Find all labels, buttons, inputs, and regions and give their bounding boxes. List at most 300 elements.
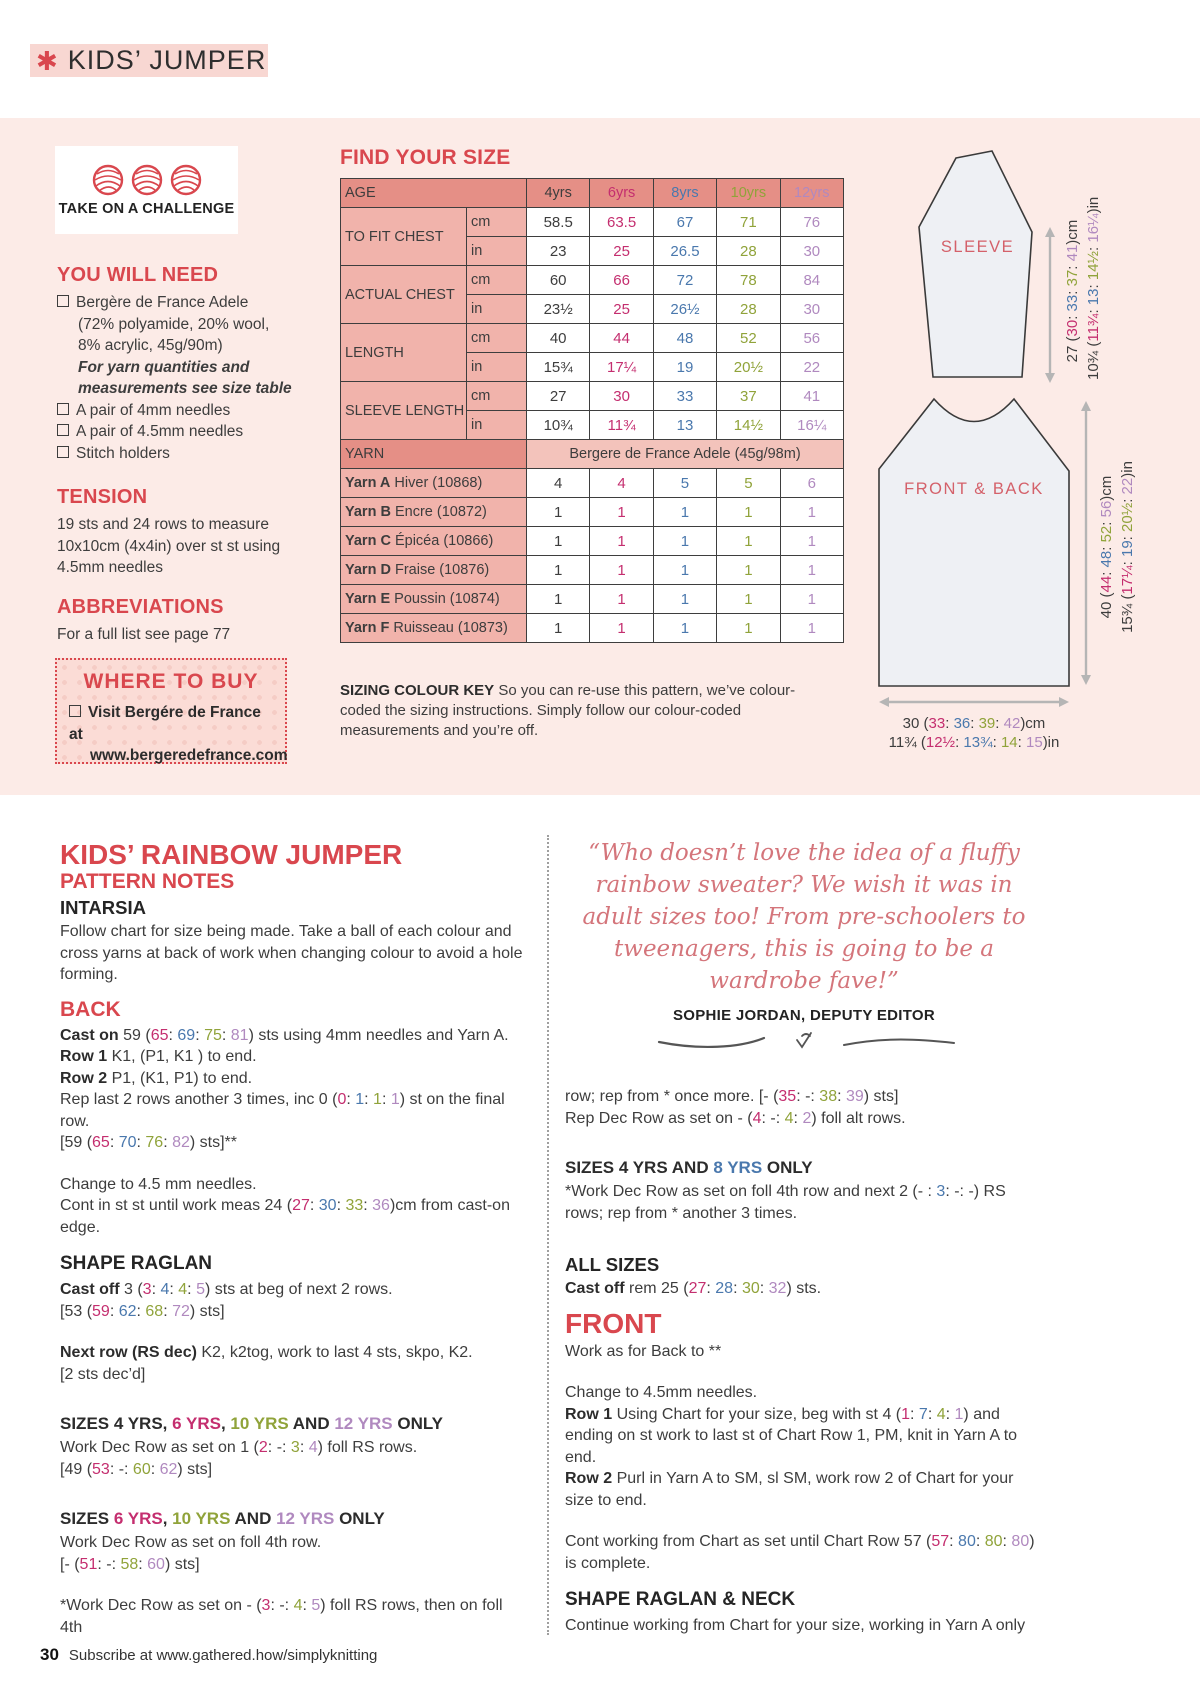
text-segment: For yarn quantities and	[78, 358, 250, 376]
text-segment: 2	[802, 1109, 812, 1127]
text-segment: Work Dec Row as set on foll 4th row.	[60, 1534, 322, 1551]
text-segment: SIZES 4 YRS,	[60, 1414, 173, 1433]
pattern-line	[565, 1531, 1043, 1574]
text-segment: 39	[845, 1088, 864, 1105]
unit-cell: in	[467, 353, 527, 382]
value-cell: 23½	[527, 295, 590, 324]
text-segment: 3	[142, 1281, 152, 1298]
yarn-qty-cell: 1	[717, 498, 780, 527]
table-row	[341, 208, 844, 237]
text-segment: :	[975, 1533, 985, 1550]
text-segment: K1, (P1, K1 ) to end.	[111, 1048, 257, 1065]
text-segment: [- (	[60, 1555, 80, 1573]
yarn-header-row	[341, 440, 844, 469]
text-segment: 33	[928, 715, 946, 732]
pattern-right-column	[565, 837, 1043, 1637]
text-segment: ) foll RS rows, then on foll 4th	[60, 1597, 503, 1636]
text-segment: Work as for Back to **	[565, 1342, 722, 1360]
text-segment: :	[945, 1405, 955, 1423]
yarn-header: YARN	[341, 440, 527, 469]
size-column-header: 10yrs	[717, 179, 780, 208]
text-segment: )cm from cast-on edge.	[60, 1197, 510, 1236]
text-segment: :	[1098, 517, 1115, 526]
pattern-line	[565, 1278, 1043, 1300]
value-cell: 72	[653, 266, 716, 295]
text-segment: ) and ending on st work to last st of Chart Row 1, PM, knit in Yarn A to end.	[565, 1405, 1018, 1466]
text-segment: 3	[936, 1183, 946, 1200]
value-cell: 63.5	[590, 208, 653, 237]
tension-text	[57, 514, 307, 579]
abbreviations-text	[57, 624, 307, 646]
unit-cell: in	[467, 237, 527, 266]
front-heading	[565, 1308, 1043, 1339]
text-segment: 59	[92, 1302, 110, 1320]
text-segment: :	[793, 1109, 803, 1127]
text-segment: Cont in st st until work meas 24 (	[60, 1197, 293, 1214]
yarn-qty-cell: 1	[717, 585, 780, 614]
text-segment: 62	[159, 1460, 178, 1478]
text-segment: :	[1119, 494, 1136, 503]
text-segment: :	[970, 715, 979, 732]
value-cell: 17¼	[590, 353, 653, 382]
text-segment: Row 2	[565, 1470, 617, 1487]
sleeve-length-arrow-icon	[1042, 226, 1058, 384]
text-segment: : -:	[109, 1460, 133, 1478]
text-segment: :	[759, 1280, 769, 1297]
text-segment: AND	[230, 1509, 277, 1528]
text-segment: )cm	[1098, 475, 1115, 501]
text-segment: ONLY	[334, 1509, 385, 1528]
yarn-qty-cell: 1	[780, 556, 843, 585]
text-segment: : -:	[796, 1088, 820, 1105]
squiggle-icon	[639, 1026, 969, 1056]
text-segment: ) sts]	[164, 1555, 200, 1573]
pattern-line	[60, 1364, 528, 1386]
text-segment: 38	[819, 1088, 838, 1105]
text-segment: : -:	[761, 1109, 785, 1127]
text-segment: Cast off	[60, 1281, 124, 1298]
page-footer	[40, 1645, 377, 1665]
pattern-line	[57, 400, 302, 422]
text-segment: 65	[150, 1026, 169, 1044]
sizing-colour-key	[340, 681, 818, 741]
pattern-line	[565, 1615, 1043, 1637]
text-segment: 70	[118, 1134, 137, 1151]
text-segment: ) is complete.	[565, 1533, 1035, 1572]
text-segment: measurements see size table	[78, 380, 292, 397]
pattern-line	[60, 1459, 528, 1481]
text-segment: 10 YRS	[172, 1509, 231, 1528]
text-segment: ALL SIZES	[565, 1254, 660, 1275]
text-segment: :	[995, 715, 1004, 732]
pattern-line	[60, 1068, 528, 1090]
text-segment: :	[1085, 242, 1102, 251]
text-segment: For a full list see page 77	[57, 626, 231, 643]
text-segment: Work Dec Row as set on 1 (	[60, 1439, 259, 1456]
text-segment: 75	[204, 1026, 222, 1044]
pattern-line	[60, 1046, 528, 1068]
text-segment: Visit Bergére de France at	[69, 704, 261, 743]
body-measurement	[1096, 416, 1138, 678]
pattern-line	[60, 1508, 528, 1529]
text-segment: 4	[160, 1281, 170, 1298]
text-segment: 12 YRS	[276, 1509, 335, 1528]
age-header: AGE	[341, 179, 527, 208]
text-segment: 1	[355, 1091, 365, 1108]
spacer	[60, 1575, 528, 1595]
text-segment: ,	[220, 1414, 231, 1433]
text-segment: SIZES	[60, 1509, 114, 1528]
front-back-schematic	[878, 396, 1070, 688]
text-segment: :	[346, 1091, 356, 1108]
text-segment: 28	[715, 1280, 734, 1297]
yarn-qty-cell: 1	[653, 585, 716, 614]
text-segment: 12½	[925, 734, 956, 751]
body-width-cm	[848, 714, 1100, 733]
text-segment: 51	[79, 1555, 98, 1573]
value-cell: 44	[590, 324, 653, 353]
text-segment: 4	[936, 1405, 946, 1423]
text-segment: :	[299, 1439, 309, 1456]
text-segment: [2 sts dec’d]	[60, 1365, 146, 1383]
yarn-qty-cell: 5	[653, 469, 716, 498]
text-segment: :	[302, 1597, 312, 1614]
value-cell: 52	[717, 324, 780, 353]
pattern-line	[57, 314, 302, 336]
yarn-qty-cell: 1	[653, 527, 716, 556]
text-segment: 36	[372, 1197, 390, 1214]
measurement-label: SLEEVE LENGTH	[341, 382, 467, 440]
text-segment: Stitch holders	[76, 444, 170, 462]
unit-cell: cm	[467, 382, 527, 411]
yarn-qty-cell: 1	[780, 498, 843, 527]
column-divider	[547, 835, 549, 1635]
text-segment: 19	[1119, 540, 1136, 558]
pattern-line	[565, 1181, 1043, 1224]
text-segment: :	[163, 1302, 173, 1320]
sleeve-measurement-in	[1083, 196, 1104, 380]
sleeve-measurement	[1062, 196, 1104, 380]
editor-quote: “Who doesn’t love the idea of a fluffy rainbow sweater? We wish it was in adult sizes too! From pre-schoolers to tweenagers, this is going to be a wardrobe fave!”	[582, 840, 1026, 994]
table-row	[341, 324, 844, 353]
text-segment: 65	[92, 1134, 110, 1151]
page-title: KIDS’ JUMPER	[67, 45, 267, 75]
size-column-header: 12yrs	[780, 179, 843, 208]
text-segment: Continue working from Chart for your size, working in Yarn A only	[565, 1617, 1026, 1634]
text-segment: 68	[145, 1302, 164, 1320]
text-segment: 14	[1000, 734, 1018, 751]
text-segment: :	[363, 1197, 373, 1214]
value-cell: 15¾	[527, 353, 590, 382]
text-segment: BACK	[60, 997, 121, 1021]
text-segment: :	[163, 1134, 173, 1151]
unit-cell: in	[467, 295, 527, 324]
yarn-label: Yarn C Épicéa (10866)	[341, 527, 527, 556]
value-cell: 60	[527, 266, 590, 295]
text-segment: 30	[1064, 319, 1081, 337]
text-segment: Row 1	[60, 1048, 112, 1065]
text-segment: 30	[318, 1197, 337, 1214]
yarn-qty-cell: 1	[527, 614, 590, 643]
text-segment: P1, (K1, P1) to end.	[111, 1069, 253, 1087]
all-sizes-heading	[565, 1254, 1043, 1276]
yarn-qty-cell: 1	[527, 527, 590, 556]
text-segment: 19 sts and 24 rows to measure 10x10cm (4x4in) over st st using 4.5mm needles	[57, 516, 281, 576]
text-segment: 82	[172, 1134, 190, 1151]
footer-text: Subscribe at www.gathered.how/simplyknitting	[68, 1647, 378, 1664]
page-header-band	[30, 44, 268, 77]
sleeve-measurement-cm	[1062, 202, 1083, 380]
text-segment: )in	[1119, 461, 1136, 478]
text-segment: :	[109, 1302, 119, 1320]
yarn-qty-cell: 1	[590, 556, 653, 585]
text-segment: 69	[177, 1026, 196, 1044]
spacer	[565, 1362, 1043, 1382]
value-cell: 19	[653, 353, 716, 382]
value-cell: 13	[653, 411, 716, 440]
value-cell: 10¾	[527, 411, 590, 440]
text-segment: :	[1064, 311, 1081, 320]
text-segment: 33	[1064, 294, 1081, 312]
table-row	[341, 382, 844, 411]
pattern-line	[565, 1382, 1043, 1404]
yarn-label: Yarn A Hiver (10868)	[341, 469, 527, 498]
text-segment: Row 1	[565, 1405, 617, 1423]
pattern-left-column	[60, 839, 528, 1638]
text-segment: 3	[290, 1439, 300, 1456]
pattern-line	[565, 1404, 1043, 1469]
text-segment: :	[949, 1533, 959, 1550]
text-segment: 27	[688, 1280, 707, 1297]
value-cell: 56	[780, 324, 843, 353]
text-segment: 4	[293, 1597, 303, 1614]
pattern-line	[57, 335, 302, 357]
text-segment: INTARSIA	[60, 897, 146, 918]
text-segment: FRONT	[565, 1307, 662, 1339]
text-segment: 4	[308, 1439, 318, 1456]
value-cell: 41	[780, 382, 843, 411]
text-segment: [53 (	[60, 1302, 93, 1320]
text-segment: ) sts.	[786, 1280, 822, 1297]
text-segment: :	[1119, 557, 1136, 566]
checkbox-icon	[57, 403, 69, 415]
yarn-qty-cell: 1	[653, 614, 716, 643]
text-segment: row; rep from * once more. [- (	[565, 1088, 779, 1105]
text-segment: AND	[288, 1414, 335, 1433]
text-segment: 76	[145, 1134, 164, 1151]
text-segment: 11¾	[1085, 313, 1102, 342]
text-segment: 48	[1098, 550, 1115, 568]
sizing-colour-key-text: So you can re-use this pattern, we’ve colour-coded the sizing instructions. Simply follow our colour-coded measurements and you’re off.	[340, 682, 796, 739]
text-segment: ) sts at beg of next 2 rows.	[204, 1281, 393, 1298]
text-segment: :	[381, 1091, 391, 1108]
text-segment: ONLY	[392, 1414, 444, 1433]
text-segment: : -: -) RS rows; rep from * another 3 times.	[565, 1183, 1006, 1222]
text-segment: )cm	[1020, 715, 1046, 732]
text-segment: :	[187, 1281, 197, 1298]
pattern-line	[60, 1195, 528, 1238]
shape-raglan-heading	[60, 1252, 528, 1275]
body-measurement-in	[1117, 416, 1138, 678]
text-segment: ) sts]**	[189, 1134, 237, 1151]
yarn-qty-cell: 1	[780, 527, 843, 556]
yarn-qty-cell: 1	[590, 585, 653, 614]
text-segment: : -:	[267, 1439, 291, 1456]
yarn-code: Yarn F	[345, 620, 390, 636]
text-segment: 39	[978, 715, 996, 732]
value-cell: 30	[780, 237, 843, 266]
measurement-label: ACTUAL CHEST	[341, 266, 467, 324]
value-cell: 22	[780, 353, 843, 382]
unit-cell: cm	[467, 324, 527, 353]
spacer	[565, 1511, 1043, 1531]
text-segment: :	[992, 734, 1001, 751]
text-segment: 60	[132, 1460, 151, 1478]
yarn-qty-cell: 5	[717, 469, 780, 498]
page-number: 30	[40, 1645, 59, 1664]
text-segment: Cast on	[60, 1026, 124, 1044]
text-segment: ) st on the final row.	[60, 1091, 505, 1130]
yarn-qty-cell: 1	[780, 614, 843, 643]
text-segment: :	[168, 1026, 178, 1044]
pattern-title	[60, 839, 528, 870]
yarn-brand-cell: Bergere de France Adele (45g/98m)	[527, 440, 844, 469]
text-segment: 41	[1064, 244, 1081, 262]
value-cell: 37	[717, 382, 780, 411]
challenge-label: TAKE ON A CHALLENGE	[58, 201, 235, 217]
pattern-line	[60, 1174, 528, 1196]
yarn-qty-cell: 1	[590, 614, 653, 643]
text-segment: 44	[1098, 575, 1115, 593]
spacer	[60, 1480, 528, 1500]
pattern-line	[60, 1089, 528, 1132]
yarn-qty-cell: 1	[780, 585, 843, 614]
body-width-arrow-icon	[878, 694, 1070, 710]
table-header-row	[341, 179, 844, 208]
text-segment: 3	[261, 1597, 271, 1614]
text-segment: :	[1064, 286, 1081, 295]
text-segment: 8% acrylic, 45g/90m)	[78, 337, 223, 354]
yarn-ball-icon	[169, 163, 203, 197]
value-cell: 78	[717, 266, 780, 295]
pattern-line	[57, 357, 302, 379]
yarn-ball-icon	[130, 163, 164, 197]
text-segment: 4	[784, 1109, 794, 1127]
yarn-qty-cell: 1	[717, 614, 780, 643]
pattern-line	[565, 1157, 1043, 1178]
size-column-header: 6yrs	[590, 179, 653, 208]
value-cell: 66	[590, 266, 653, 295]
sleeve-schematic	[915, 148, 1040, 382]
pattern-line	[60, 1025, 528, 1047]
pattern-line	[57, 292, 302, 314]
text-segment: :	[1119, 531, 1136, 541]
yarn-qty-cell: 1	[717, 556, 780, 585]
text-segment: K2, k2tog, work to last 4 sts, skpo, K2.	[201, 1344, 473, 1361]
abbreviations-heading: ABBREVIATIONS	[57, 596, 224, 618]
text-segment: :	[1098, 542, 1115, 551]
unit-cell: cm	[467, 266, 527, 295]
text-segment: 15	[1026, 734, 1043, 751]
text-segment: SHAPE RAGLAN & NECK	[565, 1589, 796, 1610]
text-segment: *Work Dec Row as set on foll 4th row and next 2 (- :	[565, 1183, 937, 1200]
yarn-label: Yarn E Poussin (10874)	[341, 585, 527, 614]
pattern-line	[60, 1554, 528, 1576]
text-segment: A pair of 4mm needles	[76, 401, 231, 419]
text-segment: 57	[931, 1533, 950, 1550]
text-segment: ) sts]	[189, 1302, 225, 1320]
text-segment: :	[151, 1281, 161, 1298]
yarn-code: Yarn B	[345, 504, 391, 520]
text-segment: )in	[1085, 196, 1102, 214]
yarn-label: Yarn B Encre (10872)	[341, 498, 527, 527]
text-segment: :	[1085, 305, 1102, 314]
text-segment: 16¼	[1085, 213, 1102, 243]
text-segment: 10 YRS	[230, 1414, 289, 1433]
text-segment: Bergère de France Adele	[76, 294, 249, 311]
text-segment: SIZES 4 YRS AND	[565, 1158, 714, 1177]
text-segment: 35	[778, 1088, 797, 1105]
pattern-line	[60, 1279, 528, 1301]
text-segment: 6 YRS	[113, 1509, 163, 1528]
text-segment: ONLY	[762, 1158, 813, 1177]
text-segment: 12 YRS	[334, 1414, 393, 1433]
pattern-line	[60, 921, 528, 986]
text-segment: 33	[345, 1197, 364, 1214]
text-segment: 3 (	[124, 1281, 143, 1298]
value-cell: 33	[653, 382, 716, 411]
yarn-code: Yarn D	[345, 562, 391, 578]
yarn-row	[341, 469, 844, 498]
yarn-qty-cell: 4	[590, 469, 653, 498]
value-cell: 26½	[653, 295, 716, 324]
value-cell: 14½	[717, 411, 780, 440]
tension-heading: TENSION	[57, 486, 148, 508]
sizing-colour-key-label: SIZING COLOUR KEY	[340, 682, 495, 699]
pattern-line	[57, 443, 302, 465]
text-segment: :	[733, 1280, 742, 1297]
text-segment: )in	[1042, 734, 1060, 751]
value-cell: 30	[780, 295, 843, 324]
yarn-label: Yarn D Fraise (10876)	[341, 556, 527, 585]
text-segment: Using Chart for your size, beg with st 4 (	[616, 1405, 902, 1423]
yarn-qty-cell: 4	[527, 469, 590, 498]
body-measurement-cm	[1096, 416, 1117, 678]
text-segment: 80	[1011, 1533, 1030, 1550]
pattern-line	[57, 624, 307, 646]
size-table	[340, 178, 844, 643]
text-segment: :	[1017, 734, 1026, 751]
text-segment: ) foll alt rows.	[811, 1109, 906, 1127]
text-segment: 62	[118, 1302, 137, 1320]
text-segment: rem 25 (	[629, 1280, 689, 1297]
pattern-line	[565, 1341, 1043, 1363]
yarn-row	[341, 556, 844, 585]
text-segment: 72	[172, 1302, 190, 1320]
checkbox-icon	[57, 424, 69, 436]
text-segment: 60	[147, 1555, 165, 1573]
value-cell: 84	[780, 266, 843, 295]
text-segment: www.bergeredefrance.com	[90, 747, 288, 764]
text-segment: Cont working from Chart as set until Chart Row 57 (	[565, 1533, 932, 1550]
text-segment: *Work Dec Row as set on - (	[60, 1597, 262, 1614]
text-segment: 59 (	[123, 1026, 151, 1044]
text-segment: :	[1085, 280, 1102, 289]
spacer	[565, 1129, 1043, 1149]
text-segment: 27	[292, 1197, 310, 1214]
text-segment: 56	[1098, 500, 1115, 518]
text-segment: 5	[311, 1597, 321, 1614]
